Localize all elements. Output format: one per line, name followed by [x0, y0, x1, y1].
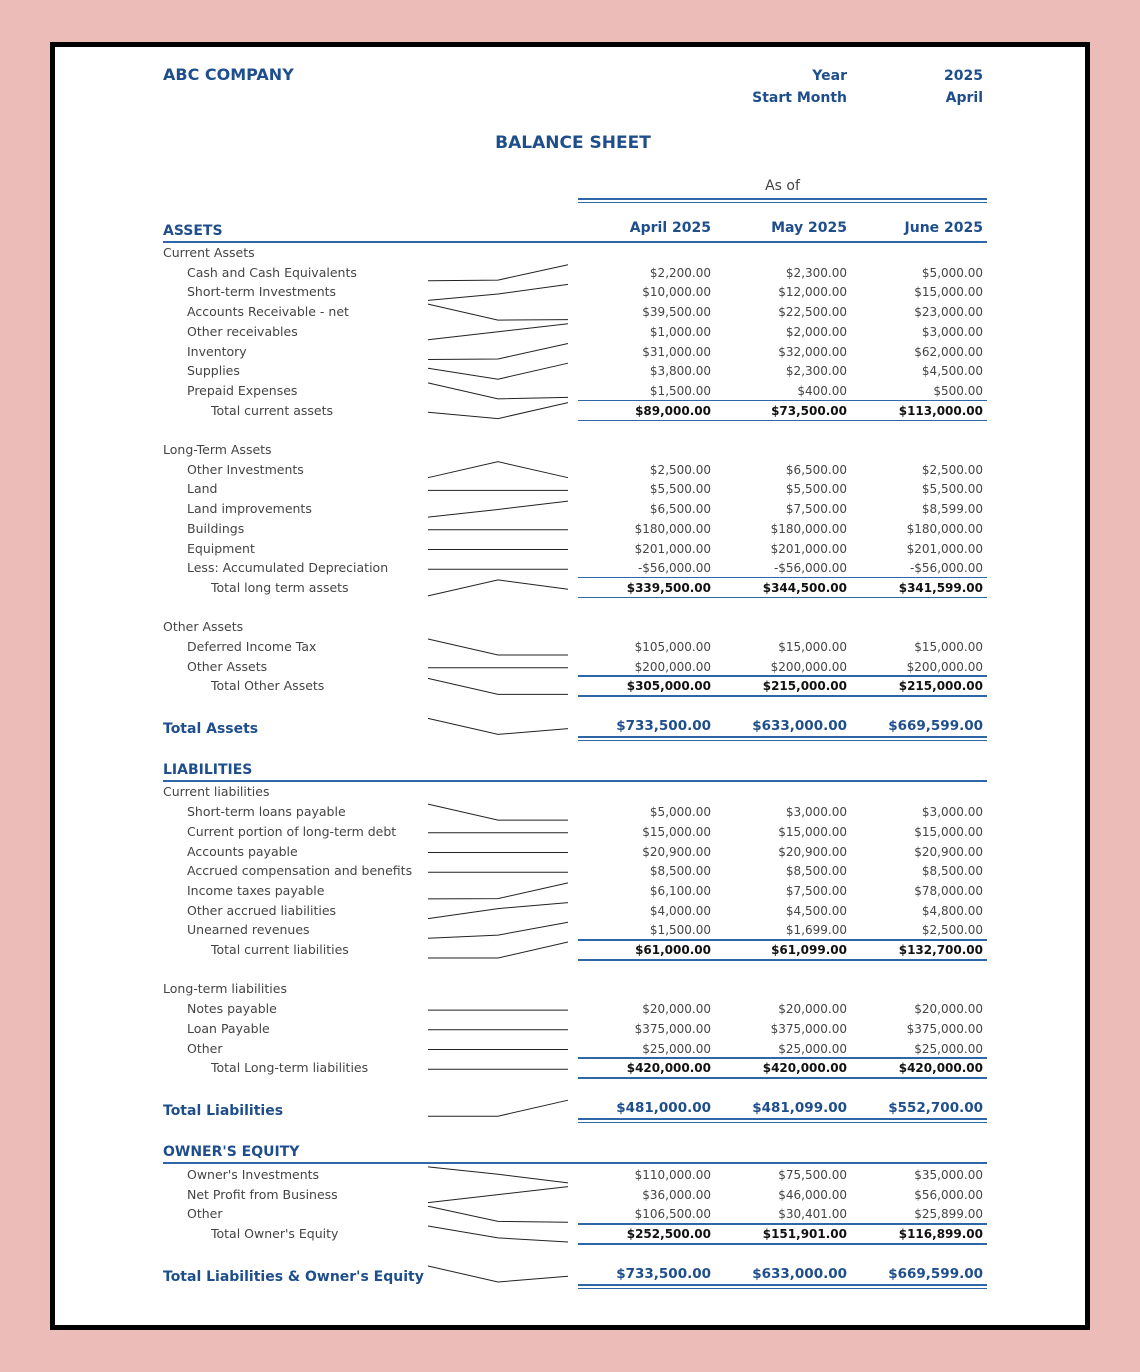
- subtotal-label: Total Long-term liabilities: [211, 1060, 369, 1076]
- line-item-value: $8,599.00: [921, 502, 983, 517]
- subtotal-value: $252,500.00: [626, 1227, 711, 1241]
- subtotal-value: $61,000.00: [635, 943, 711, 957]
- line-item-label: Supplies: [187, 363, 240, 379]
- grand-total-label: Total Liabilities: [163, 1103, 284, 1120]
- line-item-label: Other: [187, 1040, 223, 1056]
- line-item-value: $200,000.00: [634, 659, 711, 674]
- line-item-value: $375,000.00: [906, 1021, 983, 1036]
- sparkline: [428, 383, 568, 399]
- line-item-value: $3,000.00: [785, 805, 847, 820]
- line-item-label: Land: [187, 481, 218, 497]
- line-item-value: $375,000.00: [634, 1021, 711, 1036]
- line-item-label: Owner's Investments: [187, 1166, 320, 1182]
- line-item-label: Loan Payable: [187, 1020, 270, 1036]
- subtotal-value: $113,000.00: [898, 403, 983, 418]
- line-item-value: $25,000.00: [914, 1041, 983, 1056]
- line-item-value: -$56,000.00: [773, 561, 847, 576]
- subtotal-value: $61,099.00: [771, 943, 847, 957]
- line-item-value: $2,500.00: [921, 923, 983, 938]
- line-item-label: Accounts Receivable - net: [187, 304, 349, 320]
- subtotal-value: $215,000.00: [762, 679, 847, 694]
- line-item-value: $500.00: [933, 383, 983, 398]
- line-item-value: $180,000.00: [634, 521, 711, 536]
- line-item-value: $5,500.00: [785, 482, 847, 497]
- line-item-value: $39,500.00: [642, 305, 711, 320]
- line-item-label: Accounts payable: [187, 843, 298, 859]
- line-item-value: $1,500.00: [649, 923, 711, 938]
- line-item-value: $20,000.00: [642, 1002, 711, 1017]
- line-item-value: $4,000.00: [649, 903, 711, 918]
- sparkline: [428, 883, 568, 899]
- sparkline: [428, 1100, 568, 1116]
- line-item-value: $1,500.00: [649, 383, 711, 398]
- line-item-value: $2,500.00: [649, 462, 711, 477]
- line-item-value: $5,000.00: [921, 265, 983, 280]
- line-item-value: $201,000.00: [634, 541, 711, 556]
- year-value[interactable]: 2025: [944, 68, 983, 84]
- grand-total-value: $552,700.00: [888, 1100, 983, 1117]
- group-heading: Other Assets: [163, 619, 244, 635]
- section-heading: OWNER'S EQUITY: [163, 1144, 300, 1161]
- grand-total-value: $669,599.00: [888, 718, 983, 735]
- line-item-value: $20,000.00: [914, 1002, 983, 1017]
- sparkline: [428, 1167, 568, 1183]
- start-month-label: Start Month: [752, 90, 847, 106]
- line-item-label: Land improvements: [187, 501, 312, 517]
- sparkline: [428, 942, 568, 958]
- subtotal-value: $420,000.00: [762, 1061, 847, 1076]
- sparkline: [428, 363, 568, 379]
- subtotal-value: $420,000.00: [898, 1061, 983, 1076]
- line-item-value: $4,800.00: [921, 903, 983, 918]
- line-item-value: $8,500.00: [785, 864, 847, 879]
- line-item-value: $20,900.00: [642, 844, 711, 859]
- line-item-value: $31,000.00: [642, 344, 711, 359]
- column-header-1: April 2025: [629, 220, 711, 236]
- line-item-value: $25,000.00: [642, 1041, 711, 1056]
- line-item-value: $8,500.00: [921, 864, 983, 879]
- line-item-value: $25,899.00: [914, 1207, 983, 1222]
- subtotal-label: Total long term assets: [211, 579, 349, 595]
- line-item-label: Buildings: [187, 520, 245, 536]
- line-item-value: $35,000.00: [914, 1167, 983, 1182]
- sparkline: [428, 501, 568, 517]
- group-heading: Current Assets: [163, 245, 255, 260]
- line-item-value: $78,000.00: [914, 883, 983, 898]
- page-title: BALANCE SHEET: [495, 133, 651, 153]
- line-item-value: $3,000.00: [921, 805, 983, 820]
- line-item-value: $3,800.00: [649, 364, 711, 379]
- sparkline: [428, 344, 568, 360]
- column-header-2: May 2025: [771, 220, 847, 236]
- subtotal-value: $151,901.00: [762, 1227, 847, 1241]
- subtotal-value: $341,599.00: [898, 580, 983, 595]
- sparkline: [428, 265, 568, 281]
- subtotal-value: $73,500.00: [771, 403, 847, 418]
- line-item-label: Other Investments: [187, 461, 304, 477]
- grand-total-value: $669,599.00: [888, 1266, 983, 1282]
- line-item-value: $20,900.00: [914, 844, 983, 859]
- subtotal-value: $420,000.00: [626, 1061, 711, 1076]
- sparkline: [428, 1187, 568, 1203]
- line-item-value: $20,900.00: [778, 844, 847, 859]
- line-item-value: $3,000.00: [921, 324, 983, 339]
- grand-total-value: $733,500.00: [616, 1266, 711, 1282]
- line-item-label: Net Profit from Business: [187, 1186, 338, 1202]
- line-item-value: $200,000.00: [906, 659, 983, 674]
- line-item-label: Other: [187, 1206, 223, 1222]
- line-item-label: Short-term loans payable: [187, 804, 346, 820]
- line-item-value: $15,000.00: [914, 640, 983, 654]
- line-item-label: Inventory: [187, 343, 247, 359]
- line-item-value: $2,300.00: [785, 265, 847, 280]
- grand-total-label: Total Assets: [163, 721, 259, 738]
- line-item-value: $200,000.00: [770, 659, 847, 674]
- line-item-value: $1,000.00: [649, 324, 711, 339]
- section-heading: ASSETS: [163, 223, 223, 239]
- line-item-value: $15,000.00: [642, 824, 711, 839]
- group-heading: Long-term liabilities: [163, 981, 287, 997]
- subtotal-value: $215,000.00: [898, 679, 983, 694]
- line-item-value: $30,401.00: [778, 1207, 847, 1222]
- line-item-label: Other receivables: [187, 323, 298, 339]
- grand-total-value: $633,000.00: [752, 718, 847, 735]
- line-item-value: $6,500.00: [785, 462, 847, 477]
- grand-total-label: Total Liabilities & Owner's Equity: [163, 1269, 424, 1285]
- line-item-label: Other accrued liabilities: [187, 902, 337, 918]
- line-item-value: $8,500.00: [649, 864, 711, 879]
- column-header-3: June 2025: [904, 220, 983, 236]
- subtotal-label: Total current liabilities: [211, 942, 349, 957]
- sparkline: [428, 804, 568, 820]
- line-item-value: $36,000.00: [642, 1187, 711, 1202]
- subtotal-value: $344,500.00: [762, 580, 847, 595]
- sparkline: [428, 1266, 568, 1282]
- subtotal-label: Total current assets: [211, 402, 334, 418]
- line-item-value: $23,000.00: [914, 305, 983, 320]
- sparkline: [428, 284, 568, 300]
- line-item-value: $15,000.00: [914, 285, 983, 300]
- line-item-value: $4,500.00: [921, 364, 983, 379]
- line-item-value: $5,000.00: [649, 805, 711, 820]
- line-item-value: $12,000.00: [778, 285, 847, 300]
- line-item-value: $201,000.00: [906, 541, 983, 556]
- company-name: ABC COMPANY: [163, 65, 294, 84]
- line-item-value: $62,000.00: [914, 344, 983, 359]
- subtotal-value: $89,000.00: [635, 403, 711, 418]
- sparkline: [428, 678, 568, 694]
- line-item-value: $180,000.00: [906, 521, 983, 536]
- sparkline: [428, 580, 568, 596]
- subtotal-label: Total Owner's Equity: [211, 1226, 339, 1241]
- line-item-value: $20,000.00: [778, 1002, 847, 1017]
- line-item-label: Short-term Investments: [187, 284, 337, 300]
- line-item-value: $400.00: [797, 383, 847, 398]
- line-item-value: $32,000.00: [778, 344, 847, 359]
- subtotal-label: Total Other Assets: [211, 678, 325, 694]
- line-item-value: -$56,000.00: [909, 561, 983, 576]
- line-item-label: Cash and Cash Equivalents: [187, 264, 357, 280]
- line-item-label: Current portion of long-term debt: [187, 823, 397, 839]
- subtotal-value: $339,500.00: [626, 580, 711, 595]
- grand-total-value: $633,000.00: [752, 1266, 847, 1282]
- line-item-value: $1,699.00: [785, 923, 847, 938]
- line-item-value: $15,000.00: [778, 640, 847, 654]
- line-item-value: $7,500.00: [785, 883, 847, 898]
- section-heading: LIABILITIES: [163, 762, 253, 779]
- sparkline: [428, 462, 568, 478]
- line-item-label: Accrued compensation and benefits: [187, 863, 413, 879]
- sparkline: [428, 1206, 568, 1222]
- line-item-value: $75,500.00: [778, 1167, 847, 1182]
- line-item-value: $15,000.00: [914, 824, 983, 839]
- grand-total-value: $481,099.00: [752, 1100, 847, 1117]
- line-item-value: $2,300.00: [785, 364, 847, 379]
- sparkline: [428, 922, 568, 938]
- sparkline: [428, 903, 568, 919]
- year-label: Year: [812, 68, 847, 84]
- line-item-value: $110,000.00: [634, 1167, 711, 1182]
- line-item-value: $2,200.00: [649, 265, 711, 280]
- line-item-value: $2,000.00: [785, 324, 847, 339]
- line-item-value: $5,500.00: [649, 482, 711, 497]
- line-item-value: $10,000.00: [642, 285, 711, 300]
- grand-total-value: $481,000.00: [616, 1100, 711, 1117]
- line-item-label: Unearned revenues: [187, 922, 310, 938]
- line-item-label: Prepaid Expenses: [187, 382, 298, 398]
- line-item-value: $5,500.00: [921, 482, 983, 497]
- line-item-value: $46,000.00: [778, 1187, 847, 1202]
- line-item-label: Notes payable: [187, 1001, 277, 1017]
- start-month-value[interactable]: April: [945, 90, 983, 106]
- line-item-label: Income taxes payable: [187, 882, 325, 898]
- line-item-value: -$56,000.00: [637, 561, 711, 576]
- line-item-value: $56,000.00: [914, 1187, 983, 1202]
- as-of-label: As of: [765, 178, 800, 194]
- line-item-label: Equipment: [187, 540, 255, 556]
- group-heading: Current liabilities: [163, 784, 270, 800]
- line-item-label: Deferred Income Tax: [187, 639, 317, 654]
- subtotal-value: $116,899.00: [898, 1227, 983, 1241]
- sparkline: [428, 718, 568, 734]
- line-item-value: $105,000.00: [634, 640, 711, 654]
- line-item-value: $7,500.00: [785, 502, 847, 517]
- line-item-value: $180,000.00: [770, 521, 847, 536]
- line-item-value: $375,000.00: [770, 1021, 847, 1036]
- subtotal-value: $132,700.00: [898, 943, 983, 957]
- line-item-value: $4,500.00: [785, 903, 847, 918]
- line-item-value: $22,500.00: [778, 305, 847, 320]
- line-item-value: $25,000.00: [778, 1041, 847, 1056]
- line-item-value: $6,500.00: [649, 502, 711, 517]
- line-item-value: $201,000.00: [770, 541, 847, 556]
- sparkline: [428, 403, 568, 419]
- sparkline: [428, 1226, 568, 1242]
- line-item-value: $15,000.00: [778, 824, 847, 839]
- line-item-value: $106,500.00: [634, 1207, 711, 1222]
- sparkline: [428, 639, 568, 655]
- subtotal-value: $305,000.00: [626, 679, 711, 694]
- grand-total-value: $733,500.00: [616, 718, 711, 735]
- line-item-value: $2,500.00: [921, 462, 983, 477]
- sparkline: [428, 304, 568, 320]
- sparkline: [428, 324, 568, 340]
- group-heading: Long-Term Assets: [163, 442, 272, 457]
- line-item-label: Other Assets: [187, 658, 268, 674]
- line-item-label: Less: Accumulated Depreciation: [187, 560, 389, 576]
- line-item-value: $6,100.00: [649, 883, 711, 898]
